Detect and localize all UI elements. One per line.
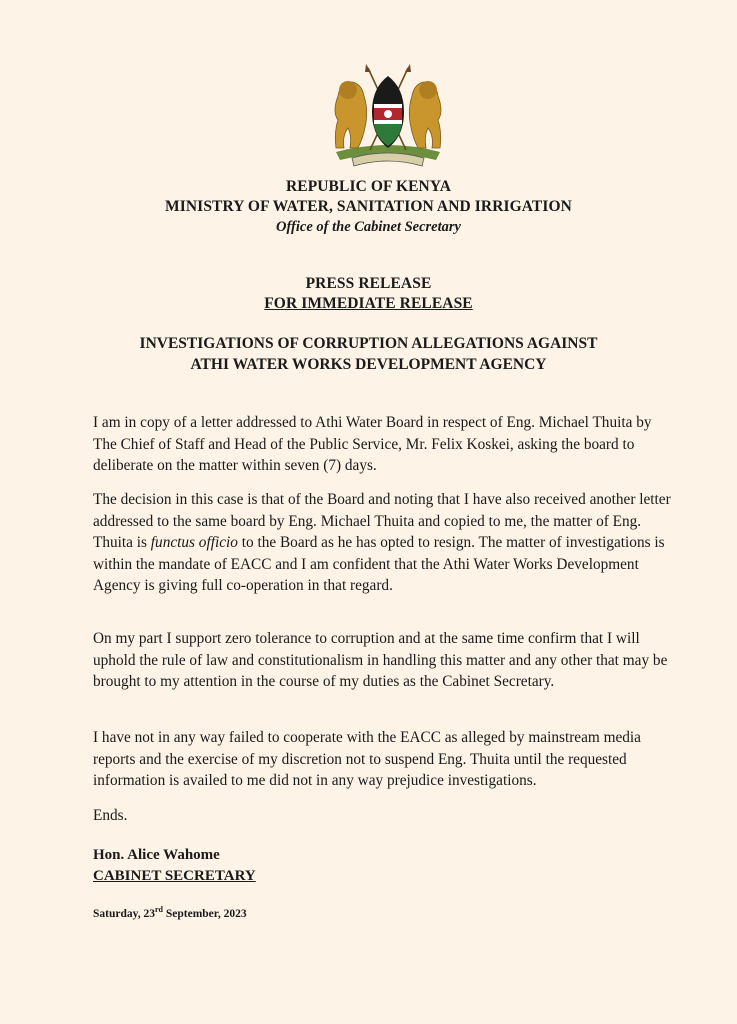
paragraph-4-text: I have not in any way failed to cooperate with the EACC as alleged by mainstream media reports and the exercise of my discretion not to suspend Eng. Thuita until the requested information is availed to me did not in any way prejudice investigations.	[93, 729, 641, 789]
paragraph-2-text	[93, 489, 673, 597]
paragraph-3-text: On my part I support zero tolerance to corruption and at the same time confirm that I will uphold the rule of law and constitutionalism in handling this matter and any other that may be brought to my attention in the course of my duties as the Cabinet Secretary.	[93, 630, 668, 690]
ends-text: Ends.	[93, 807, 128, 824]
republic-heading: REPUBLIC OF KENYA	[285, 178, 452, 195]
paragraph-1-text: I am in copy of a letter addressed to Athi Water Board in respect of Eng. Michael Thuita by The Chief of Staff and Head of the Public Service, Mr. Felix Koskei, asking the board to deliberate on the matter within seven (7) days.	[93, 414, 652, 474]
office-heading: Office of the Cabinet Secretary	[276, 219, 461, 235]
ministry-heading: MINISTRY OF WATER, SANITATION AND IRRIGATION	[165, 198, 572, 215]
release-title	[0, 333, 737, 375]
paragraph-2-part-b: to the Board as he has opted to resign. The matter of investigations is within the mandate of EACC and I am confident that the Athi Water Works Development Agency is giving full co-operation in that regard.	[93, 534, 665, 594]
press-release-label: PRESS RELEASE	[305, 275, 432, 292]
title-line-2: ATHI WATER WORKS DEVELOPMENT AGENCY	[190, 356, 547, 373]
immediate-release-label: FOR IMMEDIATE RELEASE	[264, 295, 473, 312]
date-ordinal: rd	[155, 905, 163, 914]
functus-officio-phrase: functus officio	[150, 534, 238, 551]
paragraph-4	[93, 727, 673, 792]
kenya-coat-of-arms-icon	[318, 56, 458, 176]
date-prefix: Saturday, 23	[93, 907, 155, 920]
paragraph-1	[93, 412, 673, 477]
paragraph-2-part-a: The decision in this case is that of the Board and noting that I have also received another letter addressed to the same board by Eng. Michael Thuita and copied to me, the matter of Eng. Thuita is	[93, 491, 671, 551]
signatory-name: Hon. Alice Wahome	[93, 847, 220, 863]
ends-line	[93, 805, 673, 827]
title-line-1: INVESTIGATIONS OF CORRUPTION ALLEGATIONS AGAINST	[139, 335, 598, 352]
ministry-header	[0, 177, 737, 237]
signatory-title: CABINET SECRETARY	[93, 868, 256, 884]
date-rest: September, 2023	[163, 907, 247, 920]
release-labels	[0, 274, 737, 314]
paragraph-2	[93, 489, 673, 597]
release-date	[93, 905, 247, 920]
paragraph-3	[93, 628, 673, 693]
